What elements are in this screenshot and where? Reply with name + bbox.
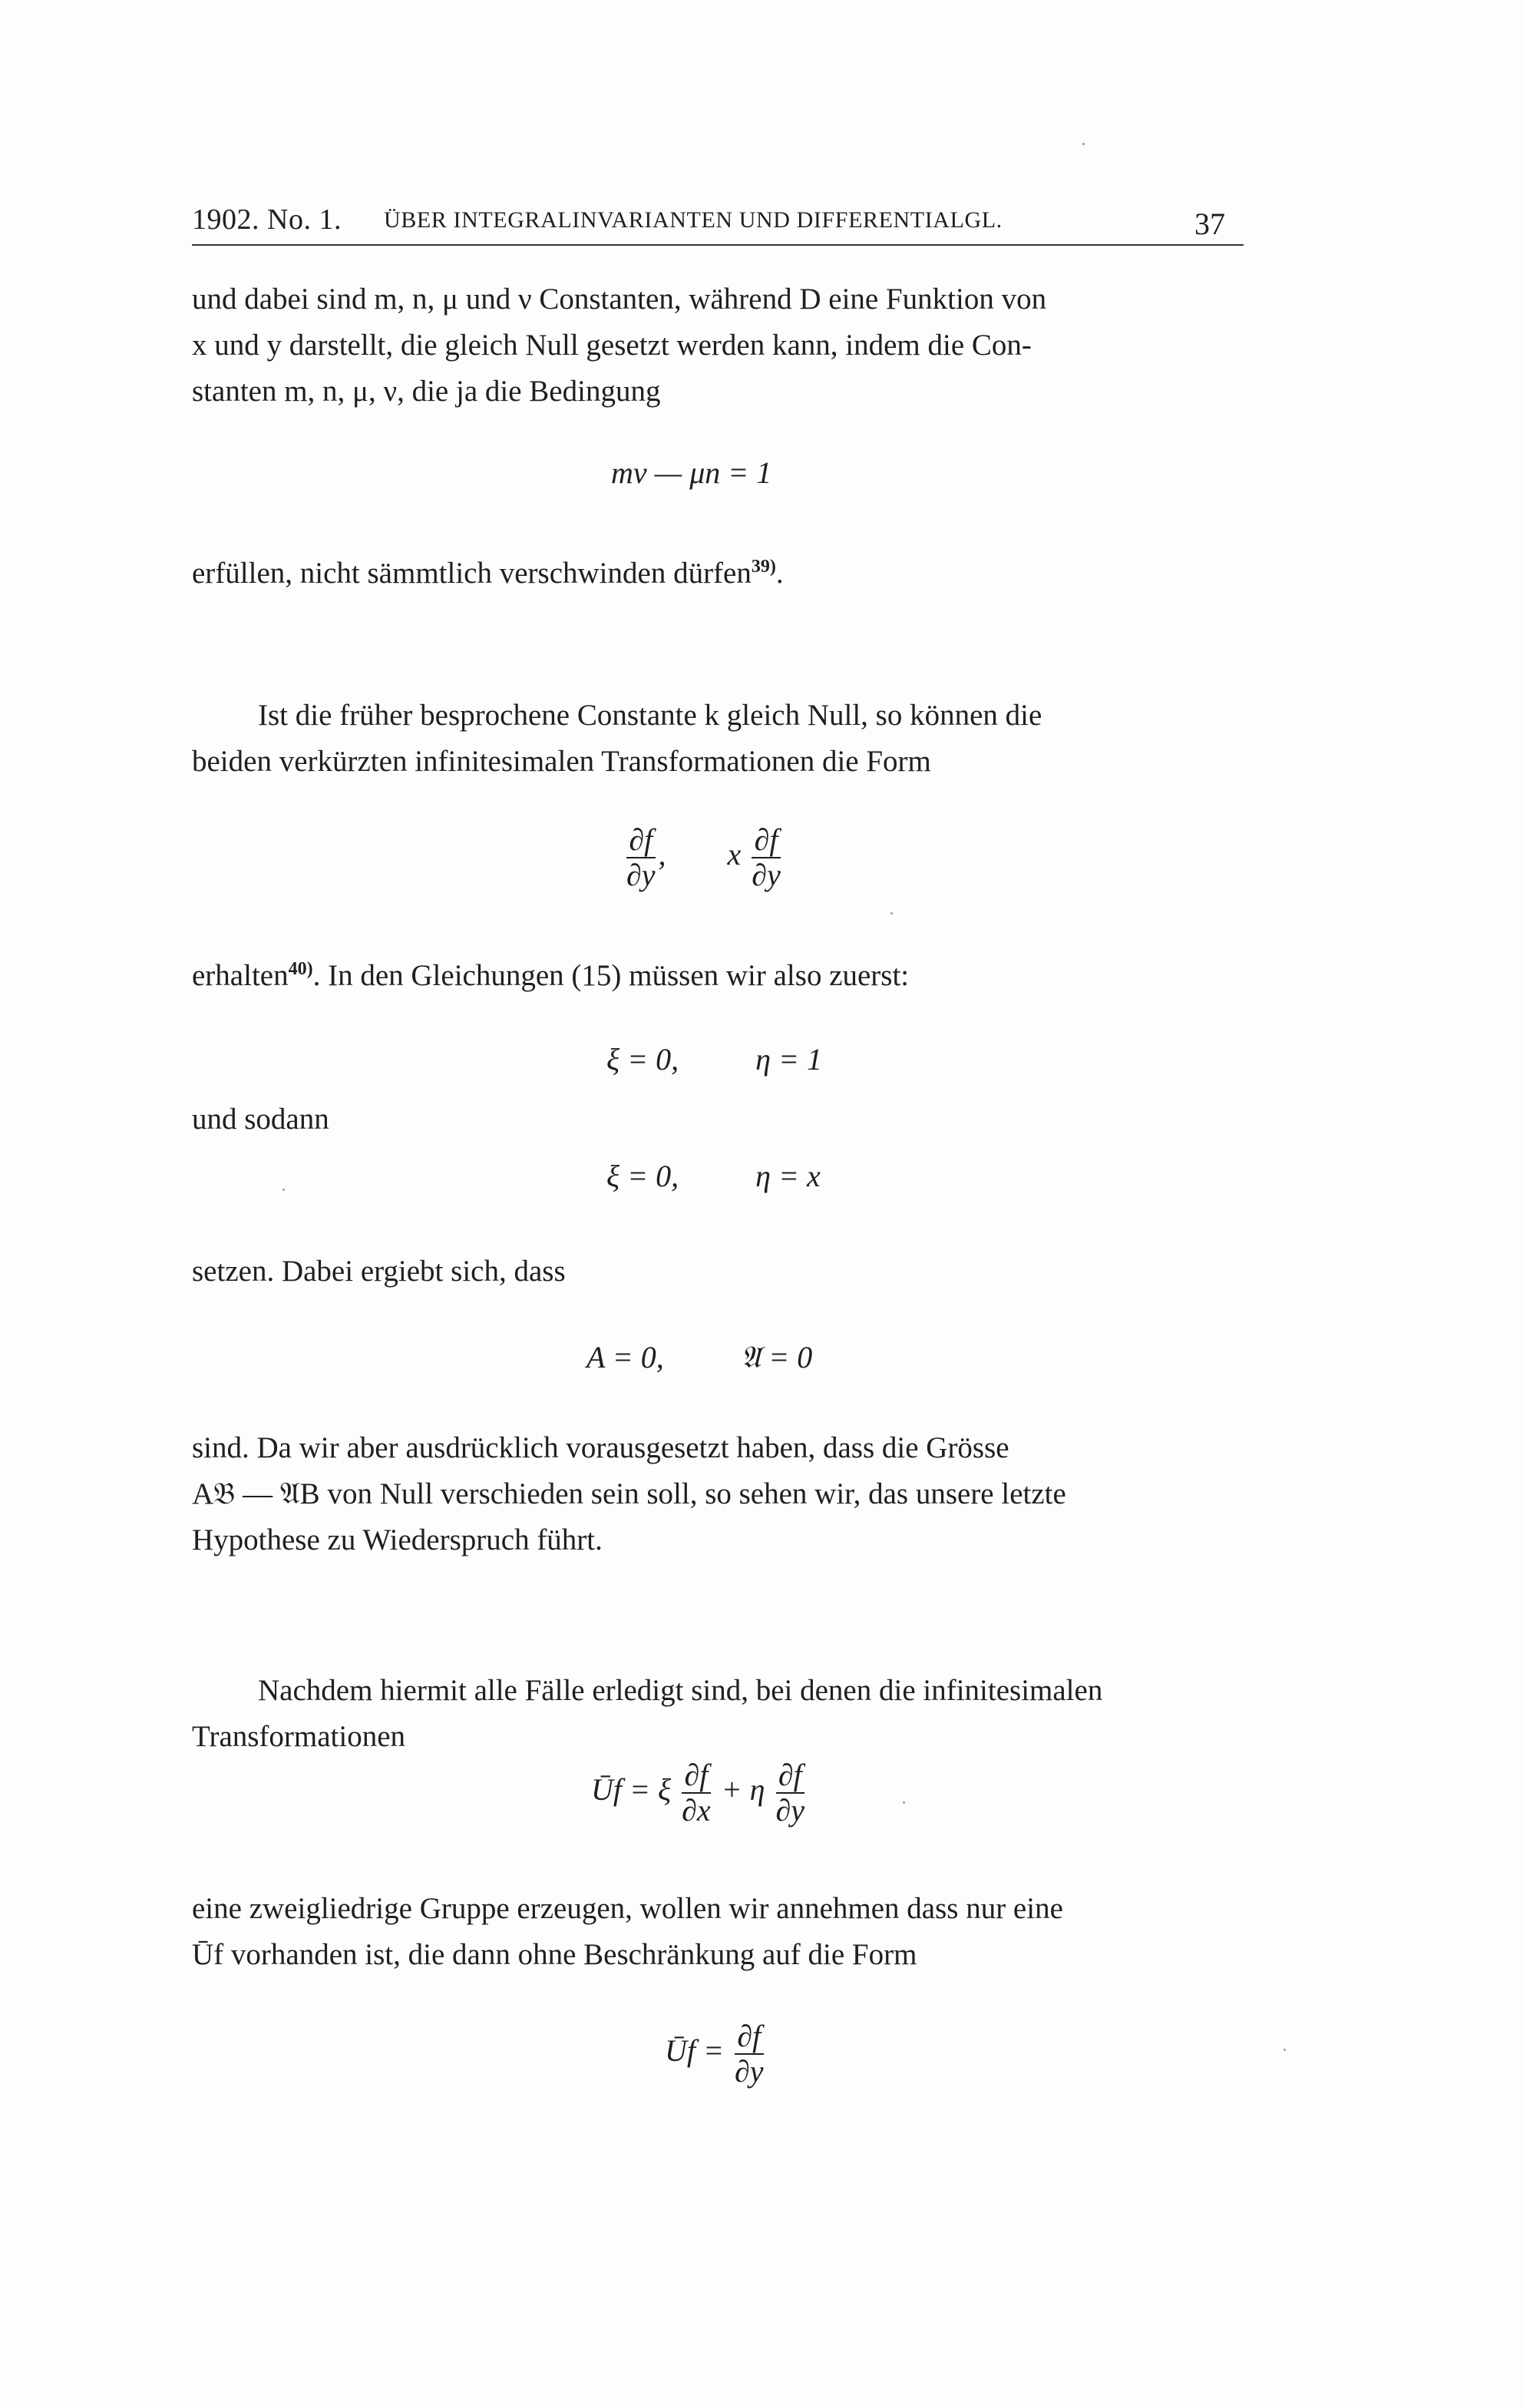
paragraph-7-line-2: Transformationen xyxy=(192,1720,406,1753)
header-title: ÜBER INTEGRALINVARIANTEN UND DIFFERENTIALGL. xyxy=(384,207,1003,233)
paragraph-4 xyxy=(192,946,1244,999)
paragraph-6-line-3: Hypothese zu Wiederspruch führt. xyxy=(192,1523,603,1556)
paragraph-2-text: erfüllen, nicht sämmtlich verschwinden dürfen xyxy=(192,557,752,590)
scan-speck xyxy=(282,1189,285,1191)
running-header xyxy=(192,198,1244,246)
paragraph-6-line-2: A𝔅 — 𝔄B von Null verschieden sein soll, so sehen wir, das unsere letzte xyxy=(192,1477,1066,1510)
paragraph-7 xyxy=(192,1668,1244,1760)
paragraph-7-line-1: Nachdem hiermit alle Fälle erledigt sind, bei denen die infinitesimalen xyxy=(258,1674,1103,1707)
paragraph-8 xyxy=(192,1886,1244,1978)
paragraph-1 xyxy=(192,276,1244,415)
equation-uf-general: Ūf = ξ $\frac{\partial f}{\partial x}$ + η $\frac{\partial f}{\partial y}$ xyxy=(591,1758,805,1828)
scan-speck xyxy=(1082,143,1085,145)
scan-speck xyxy=(903,1801,905,1804)
paragraph-6-line-1: sind. Da wir aber ausdrücklich vorausgesetzt haben, dass die Grösse xyxy=(192,1431,1009,1464)
paragraph-4-a: erhalten xyxy=(192,959,289,992)
header-year-number: 1902. No. 1. xyxy=(192,203,342,236)
paragraph-und-sodann: und sodann xyxy=(192,1103,329,1136)
equation-determinant: mν — μn = 1 xyxy=(611,455,772,490)
paragraph-2-end: . xyxy=(775,557,784,590)
equation-xi-eta-x: ξ = 0, η = x xyxy=(606,1159,821,1193)
equation-transformations-form: $\frac{\partial f}{\partial y}$ , x $\frac{\partial f}{\partial y}$ xyxy=(626,822,781,892)
paragraph-1-line-1: und dabei sind m, n, μ und ν Constanten, während D eine Funktion von xyxy=(192,283,1047,316)
scan-speck xyxy=(890,912,893,915)
paragraph-8-line-1: eine zweigliedrige Gruppe erzeugen, wollen wir annehmen dass nur eine xyxy=(192,1892,1063,1925)
paragraph-1-line-3: stanten m, n, μ, ν, die ja die Bedingung xyxy=(192,375,661,408)
paragraph-8-line-2: Ūf vorhanden ist, die dann ohne Beschränkung auf die Form xyxy=(192,1938,917,1971)
paragraph-3-line-2: beiden verkürzten infinitesimalen Transformationen die Form xyxy=(192,745,931,778)
footnote-39[interactable]: 39) xyxy=(751,557,776,577)
footnote-40[interactable]: 40) xyxy=(288,959,313,979)
fraction-df-dy-1: $\frac{\partial f}{\partial y}$ xyxy=(626,822,656,892)
page-number: 37 xyxy=(1194,207,1225,241)
paragraph-2 xyxy=(192,544,1244,597)
paragraph-4-b: . In den Gleichungen (15) müssen wir also zuerst: xyxy=(312,959,910,992)
equation-xi-eta-1: ξ = 0, η = 1 xyxy=(606,1042,822,1077)
fraction-df-dx: $\frac{\partial f}{\partial x}$ xyxy=(682,1758,711,1828)
fraction-df-dy-2: $\frac{\partial f}{\partial y}$ xyxy=(752,822,781,892)
equation-a-zero: A = 0, 𝔄 = 0 xyxy=(586,1340,813,1374)
equation-uf-normal-form: Ūf = $\frac{\partial f}{\partial y}$ xyxy=(665,2019,764,2089)
paragraph-3-line-1: Ist die früher besprochene Constante k gleich Null, so können die xyxy=(258,699,1042,732)
paragraph-6 xyxy=(192,1425,1244,1563)
fraction-df-dy-4: $\frac{\partial f}{\partial y}$ xyxy=(735,2019,764,2089)
paragraph-3 xyxy=(192,693,1244,785)
scan-speck xyxy=(1283,2049,1286,2051)
paragraph-5: setzen. Dabei ergiebt sich, dass xyxy=(192,1255,566,1288)
paragraph-1-line-2: x und y darstellt, die gleich Null gesetzt werden kann, indem die Con- xyxy=(192,329,1032,362)
fraction-df-dy-3: $\frac{\partial f}{\partial y}$ xyxy=(775,1758,805,1828)
